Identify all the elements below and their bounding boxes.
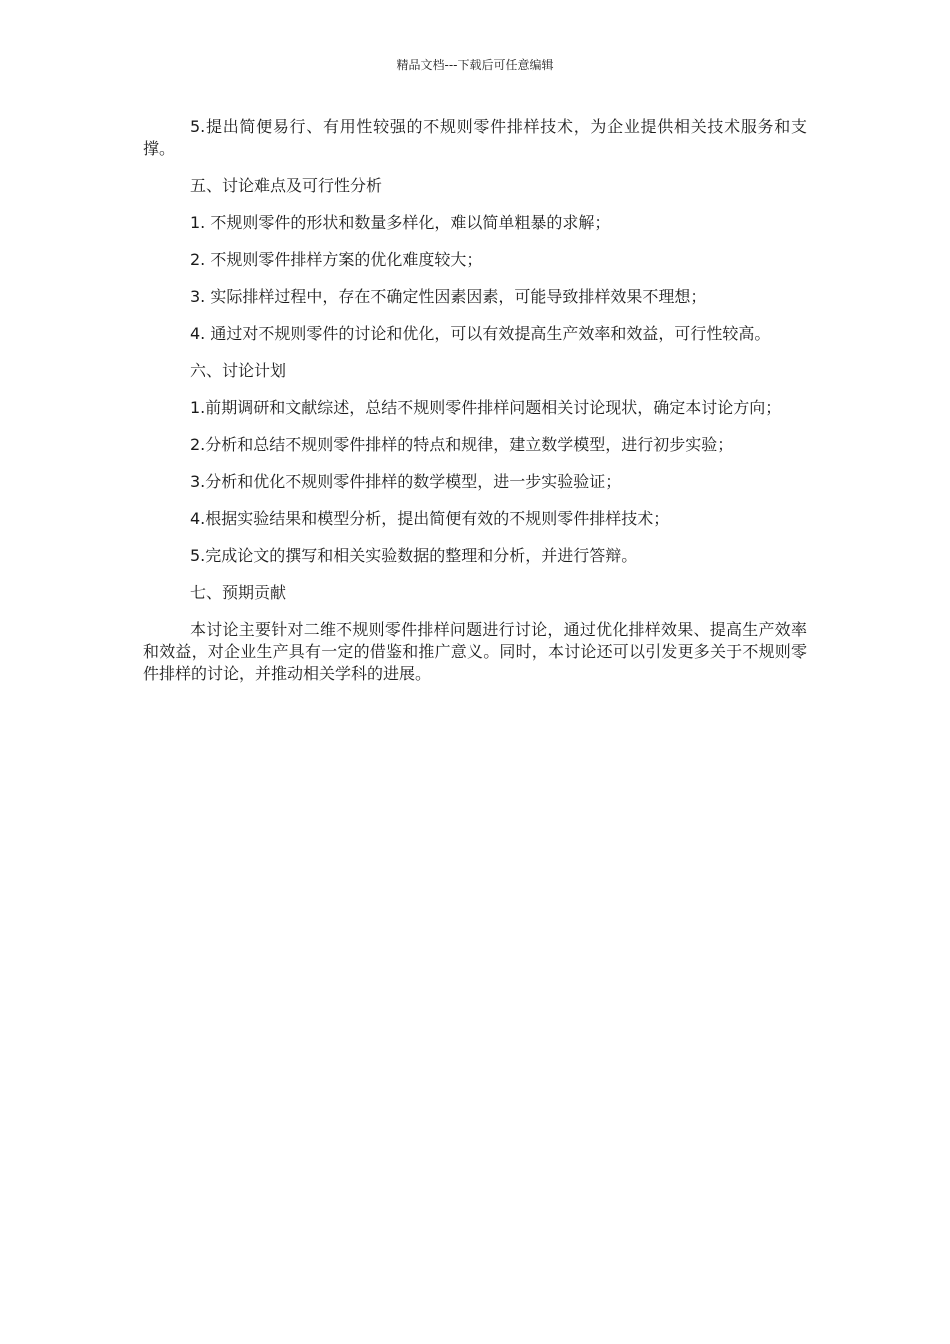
page-header: 精品文档---下载后可任意编辑: [396, 58, 554, 72]
plan-item-2: 2.分析和总结不规则零件排样的特点和规律，建立数学模型，进行初步实验；: [190, 435, 734, 454]
difficulty-item-2: 2. 不规则零件排样方案的优化难度较大；: [190, 250, 483, 269]
difficulty-item-4: 4. 通过对不规则零件的讨论和优化，可以有效提高生产效率和效益，可行性较高。: [190, 324, 771, 343]
section-heading-difficulties: 五、讨论难点及可行性分析: [190, 176, 383, 195]
difficulty-item-1: 1. 不规则零件的形状和数量多样化，难以简单粗暴的求解；: [190, 213, 611, 232]
plan-item-4: 4.根据实验结果和模型分析，提出简便有效的不规则零件排样技术；: [190, 509, 670, 528]
plan-item-5: 5.完成论文的撰写和相关实验数据的整理和分析，并进行答辩。: [190, 546, 638, 565]
plan-item-1: 1.前期调研和文献综述，总结不规则零件排样问题相关讨论现状，确定本讨论方向；: [190, 398, 782, 417]
section-heading-plan: 六、讨论计划: [190, 361, 287, 380]
paragraph-goal-5: 5.提出简便易行、有用性较强的不规则零件排样技术，为企业提供相关技术服务和支撑。: [143, 117, 807, 158]
document-body: [143, 116, 807, 700]
contribution-paragraph: 本讨论主要针对二维不规则零件排样问题进行讨论，通过优化排样效果、提高生产效率和效益，对企业生产具有一定的借鉴和推广意义。同时，本讨论还可以引发更多关于不规则零件排样的讨论，并推动相关学科的进展。: [143, 620, 807, 683]
plan-item-3: 3.分析和优化不规则零件排样的数学模型，进一步实验验证；: [190, 472, 622, 491]
section-heading-contribution: 七、预期贡献: [190, 583, 287, 602]
difficulty-item-3: 3. 实际排样过程中，存在不确定性因素因素，可能导致排样效果不理想；: [190, 287, 707, 306]
